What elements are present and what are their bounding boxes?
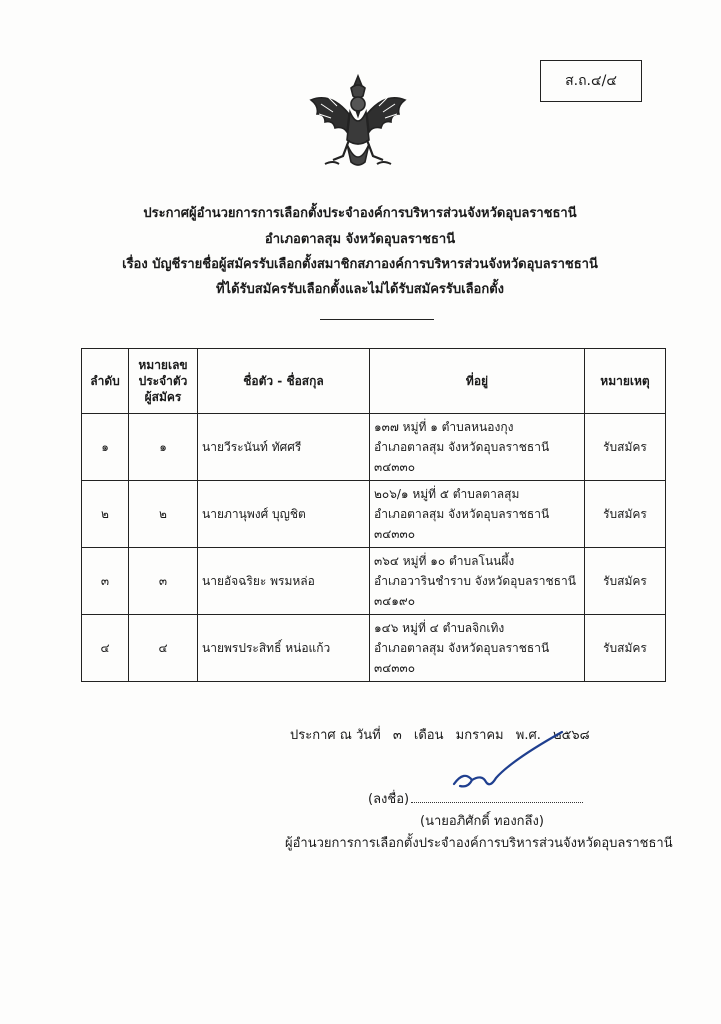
header-remark: หมายเหตุ bbox=[585, 349, 666, 414]
address-line-2: อำเภอวารินชำราบ จังหวัดอุบลราชธานี bbox=[374, 574, 576, 588]
table-row bbox=[82, 548, 666, 615]
header-number-line-2: ประจำตัว bbox=[138, 374, 188, 388]
header-number-line-1: หมายเลข bbox=[138, 358, 188, 372]
form-code-box bbox=[540, 60, 642, 102]
row-name: นายพรประสิทธิ์ หน่อแก้ว bbox=[198, 615, 370, 682]
signature-line bbox=[368, 788, 583, 809]
address-line-3: ๓๔๓๓๐ bbox=[374, 527, 416, 541]
row-name: นายภานุพงศ์ บุญชิต bbox=[198, 481, 370, 548]
table-row bbox=[82, 481, 666, 548]
form-code: ส.ถ.๔/๔ bbox=[565, 73, 617, 89]
row-order: ๒ bbox=[82, 481, 129, 548]
header-address: ที่อยู่ bbox=[370, 349, 585, 414]
row-order: ๑ bbox=[82, 414, 129, 481]
header-candidate-number bbox=[129, 349, 198, 414]
header-order: ลำดับ bbox=[82, 349, 129, 414]
heading-line-4: ที่ได้รับสมัครรับเลือกตั้งและไม่ได้รับสมัครรับเลือกตั้ง bbox=[215, 282, 505, 297]
address-line-1: ๑๓๗ หมู่ที่ ๑ ตำบลหนองกุง bbox=[374, 420, 514, 434]
signature-dotted-line bbox=[411, 792, 583, 803]
row-number: ๑ bbox=[129, 414, 198, 481]
address-line-3: ๓๔๑๙๐ bbox=[374, 594, 416, 608]
handwritten-signature-icon bbox=[438, 726, 568, 796]
sign-label: (ลงชื่อ) bbox=[368, 792, 410, 807]
row-name: นายวีระนันท์ ทัศศรี bbox=[198, 414, 370, 481]
row-name: นายอัจฉริยะ พรมหล่อ bbox=[198, 548, 370, 615]
address-line-3: ๓๔๓๓๐ bbox=[374, 460, 416, 474]
signer-name: นายอภิศักดิ์ ทองกลึง bbox=[425, 814, 539, 829]
signer-name-line: (นายอภิศักดิ์ ทองกลึง) bbox=[420, 814, 544, 829]
row-number: ๒ bbox=[129, 481, 198, 548]
address-line-1: ๑๔๖ หมู่ที่ ๔ ตำบลจิกเทิง bbox=[374, 621, 505, 635]
announcement-year-label: พ.ศ. bbox=[515, 728, 541, 743]
announcement-year: ๒๕๖๘ bbox=[553, 728, 590, 743]
announcement-month: มกราคม bbox=[455, 728, 504, 743]
heading-line-3: เรื่อง บัญชีรายชื่อผู้สมัครรับเลือกตั้งสมาชิกสภาองค์การบริหารส่วนจังหวัดอุบลราชธานี bbox=[122, 257, 598, 272]
address-line-1: ๓๖๔ หมู่ที่ ๑๐ ตำบลโนนผึ้ง bbox=[374, 554, 515, 568]
row-address bbox=[370, 615, 585, 682]
header-number-line-3: ผู้สมัคร bbox=[144, 390, 182, 404]
announcement-day: ๓ bbox=[392, 728, 402, 743]
signer-title: ผู้อำนวยการการเลือกตั้งประจำองค์การบริหารส่วนจังหวัดอุบลราชธานี bbox=[285, 836, 673, 851]
table-row bbox=[82, 414, 666, 481]
heading-divider bbox=[320, 319, 434, 320]
announcement-month-label: เดือน bbox=[413, 728, 444, 743]
row-order: ๔ bbox=[82, 615, 129, 682]
row-remark: รับสมัคร bbox=[585, 548, 666, 615]
row-remark: รับสมัคร bbox=[585, 481, 666, 548]
table-row bbox=[82, 615, 666, 682]
table-header-row bbox=[82, 349, 666, 414]
row-address bbox=[370, 548, 585, 615]
candidate-table bbox=[81, 348, 666, 682]
heading-line-2: อำเภอตาลสุม จังหวัดอุบลราชธานี bbox=[264, 232, 456, 247]
heading-line-1: ประกาศผู้อำนวยการการเลือกตั้งประจำองค์การบริหารส่วนจังหวัดอุบลราชธานี bbox=[143, 206, 577, 221]
row-address bbox=[370, 481, 585, 548]
row-order: ๓ bbox=[82, 548, 129, 615]
address-line-2: อำเภอตาลสุม จังหวัดอุบลราชธานี bbox=[374, 641, 550, 655]
header-name: ชื่อตัว - ชื่อสกุล bbox=[198, 349, 370, 414]
row-number: ๓ bbox=[129, 548, 198, 615]
row-remark: รับสมัคร bbox=[585, 615, 666, 682]
row-address bbox=[370, 414, 585, 481]
address-line-3: ๓๔๓๓๐ bbox=[374, 661, 416, 675]
address-line-2: อำเภอตาลสุม จังหวัดอุบลราชธานี bbox=[374, 507, 550, 521]
address-line-1: ๒๐๖/๑ หมู่ที่ ๕ ตำบลตาลสุม bbox=[374, 487, 520, 501]
address-line-2: อำเภอตาลสุม จังหวัดอุบลราชธานี bbox=[374, 440, 550, 454]
row-remark: รับสมัคร bbox=[585, 414, 666, 481]
garuda-emblem-icon bbox=[303, 70, 413, 180]
row-number: ๔ bbox=[129, 615, 198, 682]
announcement-prefix: ประกาศ ณ วันที่ bbox=[290, 728, 381, 743]
